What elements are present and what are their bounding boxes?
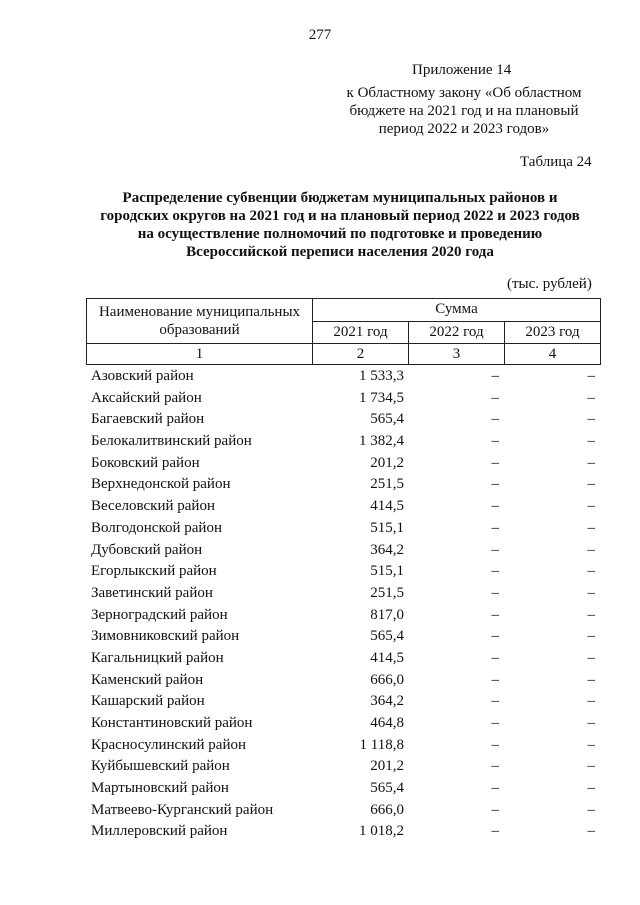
row-value-2023: – [587,563,595,580]
row-value-2021: 515,1 [370,563,404,580]
row-name: Азовский район [91,368,194,384]
table-row [0,778,640,800]
title-line: Всероссийской переписи населения 2020 года [186,244,494,260]
row-name: Белокалитвинский район [91,433,252,450]
row-value-2022: – [491,606,499,623]
row-value-2023: – [587,628,595,645]
row-value-2022: – [491,389,499,406]
row-value-2023: – [587,498,595,515]
row-value-2022: – [491,823,499,840]
title-line: городских округов на 2021 год и на плановый период 2022 и 2023 годов [100,208,580,224]
law-line: бюджете на 2021 год и на плановый [349,103,579,119]
row-name: Кагальницкий район [91,649,224,666]
table-row [0,605,640,627]
row-value-2023: – [587,368,595,384]
row-name: Мартыновский район [91,780,229,797]
row-value-2023: – [587,411,595,428]
row-name: Заветинский район [91,584,213,601]
row-value-2022: – [491,433,499,450]
table-header [86,298,601,365]
row-name: Верхнедонской район [91,476,231,493]
row-value-2023: – [587,433,595,450]
table-row [0,561,640,583]
row-value-2021: 251,5 [370,584,404,601]
row-value-2021: 1 018,2 [359,823,404,840]
row-name: Кашарский район [91,693,205,710]
row-value-2021: 1 118,8 [359,736,404,753]
table-row [0,626,640,648]
row-value-2021: 666,0 [370,801,404,818]
row-value-2022: – [491,454,499,471]
row-value-2021: 464,8 [370,715,404,731]
row-value-2021: 1 382,4 [359,433,404,450]
table-row [0,366,640,388]
row-value-2022: – [491,411,499,428]
column-number: 3 [409,344,505,365]
table-row [0,540,640,562]
row-value-2023: – [587,584,595,601]
table-row [0,388,640,410]
row-value-2021: 364,2 [370,541,404,558]
row-value-2022: – [491,780,499,797]
row-name: Волгодонской район [91,519,222,536]
row-name: Веселовский район [91,498,215,515]
column-header-2021: 2021 год [313,321,409,344]
row-value-2021: 201,2 [370,454,404,471]
row-value-2023: – [587,454,595,471]
row-value-2022: – [491,584,499,601]
row-value-2022: – [491,736,499,753]
row-value-2023: – [587,606,595,623]
table-row [0,821,640,843]
row-value-2022: – [491,563,499,580]
row-value-2021: 414,5 [370,649,404,666]
row-value-2022: – [491,628,499,645]
row-name: Багаевский район [91,411,205,428]
row-value-2023: – [587,671,595,688]
column-number: 1 [87,344,313,365]
row-value-2022: – [491,649,499,666]
row-value-2022: – [491,519,499,536]
row-value-2021: 414,5 [370,498,404,515]
row-name: Зерноградский район [91,606,228,623]
law-line: период 2022 и 2023 годов» [378,121,550,137]
row-name: Красносулинский район [91,736,247,753]
row-value-2022: – [491,368,499,384]
row-value-2021: 1 533,3 [359,368,404,384]
row-value-2021: 251,5 [370,476,404,493]
row-name: Аксайский район [91,389,202,406]
law-line: к Областному закону «Об областном [346,85,582,101]
table-row [0,583,640,605]
table-number: Таблица 24 [520,154,592,170]
title-line: Распределение субвенции бюджетам муниципальных районов и [122,190,558,206]
row-value-2021: 201,2 [370,758,404,775]
row-value-2022: – [491,476,499,493]
table-row [0,496,640,518]
column-number: 4 [505,344,601,365]
row-name: Каменский район [91,671,204,688]
row-value-2022: – [491,693,499,710]
row-value-2021: 515,1 [370,519,404,536]
row-name: Егорлыкский район [91,563,217,580]
row-value-2023: – [587,541,595,558]
column-header-sum: Сумма [313,299,601,322]
row-value-2022: – [491,715,499,731]
row-name: Матвеево-Курганский район [91,801,274,818]
row-value-2023: – [587,519,595,536]
row-value-2021: 565,4 [370,780,404,797]
row-value-2023: – [587,693,595,710]
table-row [0,518,640,540]
row-value-2023: – [587,476,595,493]
row-name: Зимовниковский район [91,628,240,645]
column-number: 2 [313,344,409,365]
column-header-2023: 2023 год [505,321,601,344]
table-row [0,409,640,431]
column-header-name: Наименование муниципальных образований [87,299,313,344]
table-row [0,670,640,692]
table-row [0,800,640,822]
page-number: 277 [308,27,332,43]
row-value-2023: – [587,389,595,406]
table-row [0,691,640,713]
row-value-2021: 565,4 [370,411,404,428]
row-value-2021: 817,0 [370,606,404,623]
table-row [0,474,640,496]
row-name: Константиновский район [91,715,253,731]
row-value-2022: – [491,758,499,775]
row-value-2022: – [491,801,499,818]
row-value-2022: – [491,498,499,515]
title-line: на осуществление полномочий по подготовке и проведению [137,226,543,242]
row-value-2021: 565,4 [370,628,404,645]
table-row [0,431,640,453]
row-name: Куйбышевский район [91,758,230,775]
row-value-2023: – [587,801,595,818]
row-name: Дубовский район [91,541,203,558]
appendix-label: Приложение 14 [412,62,512,78]
row-value-2023: – [587,736,595,753]
units-label: (тыс. рублей) [507,276,592,292]
column-header-2022: 2022 год [409,321,505,344]
row-value-2022: – [491,671,499,688]
row-value-2023: – [587,649,595,666]
row-value-2023: – [587,780,595,797]
row-value-2021: 364,2 [370,693,404,710]
law-reference [330,84,598,138]
table-row [0,735,640,757]
row-value-2023: – [587,823,595,840]
table-row [0,756,640,778]
table-row [0,453,640,475]
row-value-2021: 1 734,5 [359,389,404,406]
table-body [0,366,640,843]
row-value-2021: 666,0 [370,671,404,688]
table-row [0,713,640,735]
row-name: Миллеровский район [91,823,228,840]
document-title [60,189,620,261]
row-value-2022: – [491,541,499,558]
table-row [0,648,640,670]
row-value-2023: – [587,758,595,775]
row-value-2023: – [587,715,595,731]
row-name: Боковский район [91,454,200,471]
